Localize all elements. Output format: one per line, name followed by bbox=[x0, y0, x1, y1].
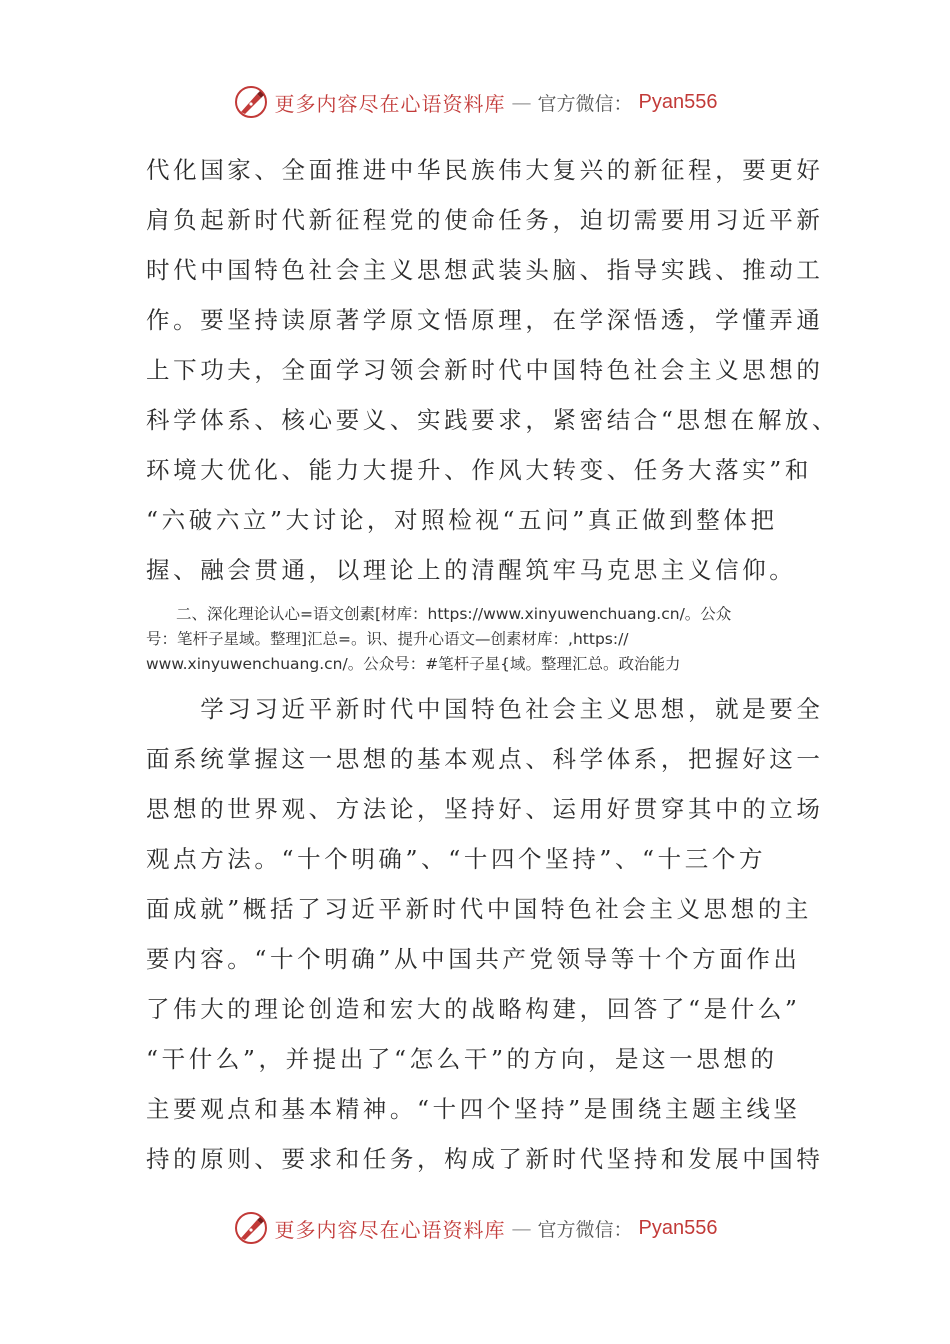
text-line: 主要观点和基本精神。“十四个坚持”是围绕主题主线坚 bbox=[146, 1095, 801, 1123]
header-banner bbox=[0, 84, 950, 120]
text-line: 要内容。“十个明确”从中国共产党领导等十个方面作出 bbox=[146, 945, 801, 973]
text-line: 握、融会贯通，以理论上的清醒筑牢马克思主义信仰。 bbox=[146, 556, 797, 584]
text-line: 时代中国特色社会主义思想武装头脑、指导实践、推动工 bbox=[146, 256, 824, 284]
text-line: 科学体系、核心要义、实践要求，紧密结合“思想在解放、 bbox=[146, 406, 840, 434]
text-line: 了伟大的理论创造和宏大的战略构建，回答了“是什么” bbox=[146, 995, 801, 1023]
pen-nib-logo-icon bbox=[233, 1210, 269, 1246]
footer-banner bbox=[0, 1210, 950, 1246]
banner-label: 官方微信： bbox=[537, 1218, 633, 1241]
text-line: 上下功夫，全面学习领会新时代中国特色社会主义思想的 bbox=[146, 356, 824, 384]
banner-wechat-id: Pyan556 bbox=[638, 1216, 718, 1239]
text-line: 环境大优化、能力大提升、作风大转变、任务大落实”和 bbox=[146, 456, 813, 484]
banner-separator: — bbox=[511, 1216, 532, 1240]
text-line: 学习习近平新时代中国特色社会主义思想，就是要全 bbox=[146, 695, 824, 723]
text-line: 代化国家、全面推进中华民族伟大复兴的新征程，要更好 bbox=[146, 156, 824, 184]
text-line: 面系统掌握这一思想的基本观点、科学体系，把握好这一 bbox=[146, 745, 824, 773]
text-line: 持的原则、要求和任务，构成了新时代坚持和发展中国特 bbox=[146, 1145, 824, 1173]
pen-nib-logo-icon bbox=[233, 84, 269, 120]
heading-line: 号：笔杆子星域。整理]汇总=。识、提升心语文—创素材库：,https:// bbox=[146, 630, 629, 648]
section-heading bbox=[146, 602, 806, 677]
text-line: 肩负起新时代新征程党的使命任务，迫切需要用习近平新 bbox=[146, 206, 824, 234]
body-paragraph-2 bbox=[146, 684, 824, 1184]
banner-wechat-id: Pyan556 bbox=[638, 90, 718, 113]
banner-label: 官方微信： bbox=[537, 92, 633, 115]
banner-separator: — bbox=[511, 90, 532, 114]
text-line: 面成就”概括了习近平新时代中国特色社会主义思想的主 bbox=[146, 895, 813, 923]
text-line: 思想的世界观、方法论，坚持好、运用好贯穿其中的立场 bbox=[146, 795, 824, 823]
banner-title: 更多内容尽在心语资料库 bbox=[274, 1217, 506, 1242]
banner-title: 更多内容尽在心语资料库 bbox=[274, 91, 506, 116]
body-paragraph-1 bbox=[146, 145, 840, 595]
heading-line: 二、深化理论认心=语文创素[材库：https://www.xinyuwenchuang.cn/。公众 bbox=[176, 605, 732, 623]
heading-line: www.xinyuwenchuang.cn/。公众号：#笔杆子星{域。整理汇总。政治能力 bbox=[146, 655, 681, 673]
text-line: 观点方法。“十个明确”、“十四个坚持”、“十三个方 bbox=[146, 845, 767, 873]
text-line: 作。要坚持读原著学原文悟原理，在学深悟透，学懂弄通 bbox=[146, 306, 824, 334]
text-line: “六破六立”大讨论，对照检视“五问”真正做到整体把 bbox=[146, 506, 778, 534]
text-line: “干什么”，并提出了“怎么干”的方向，是这一思想的 bbox=[146, 1045, 778, 1073]
